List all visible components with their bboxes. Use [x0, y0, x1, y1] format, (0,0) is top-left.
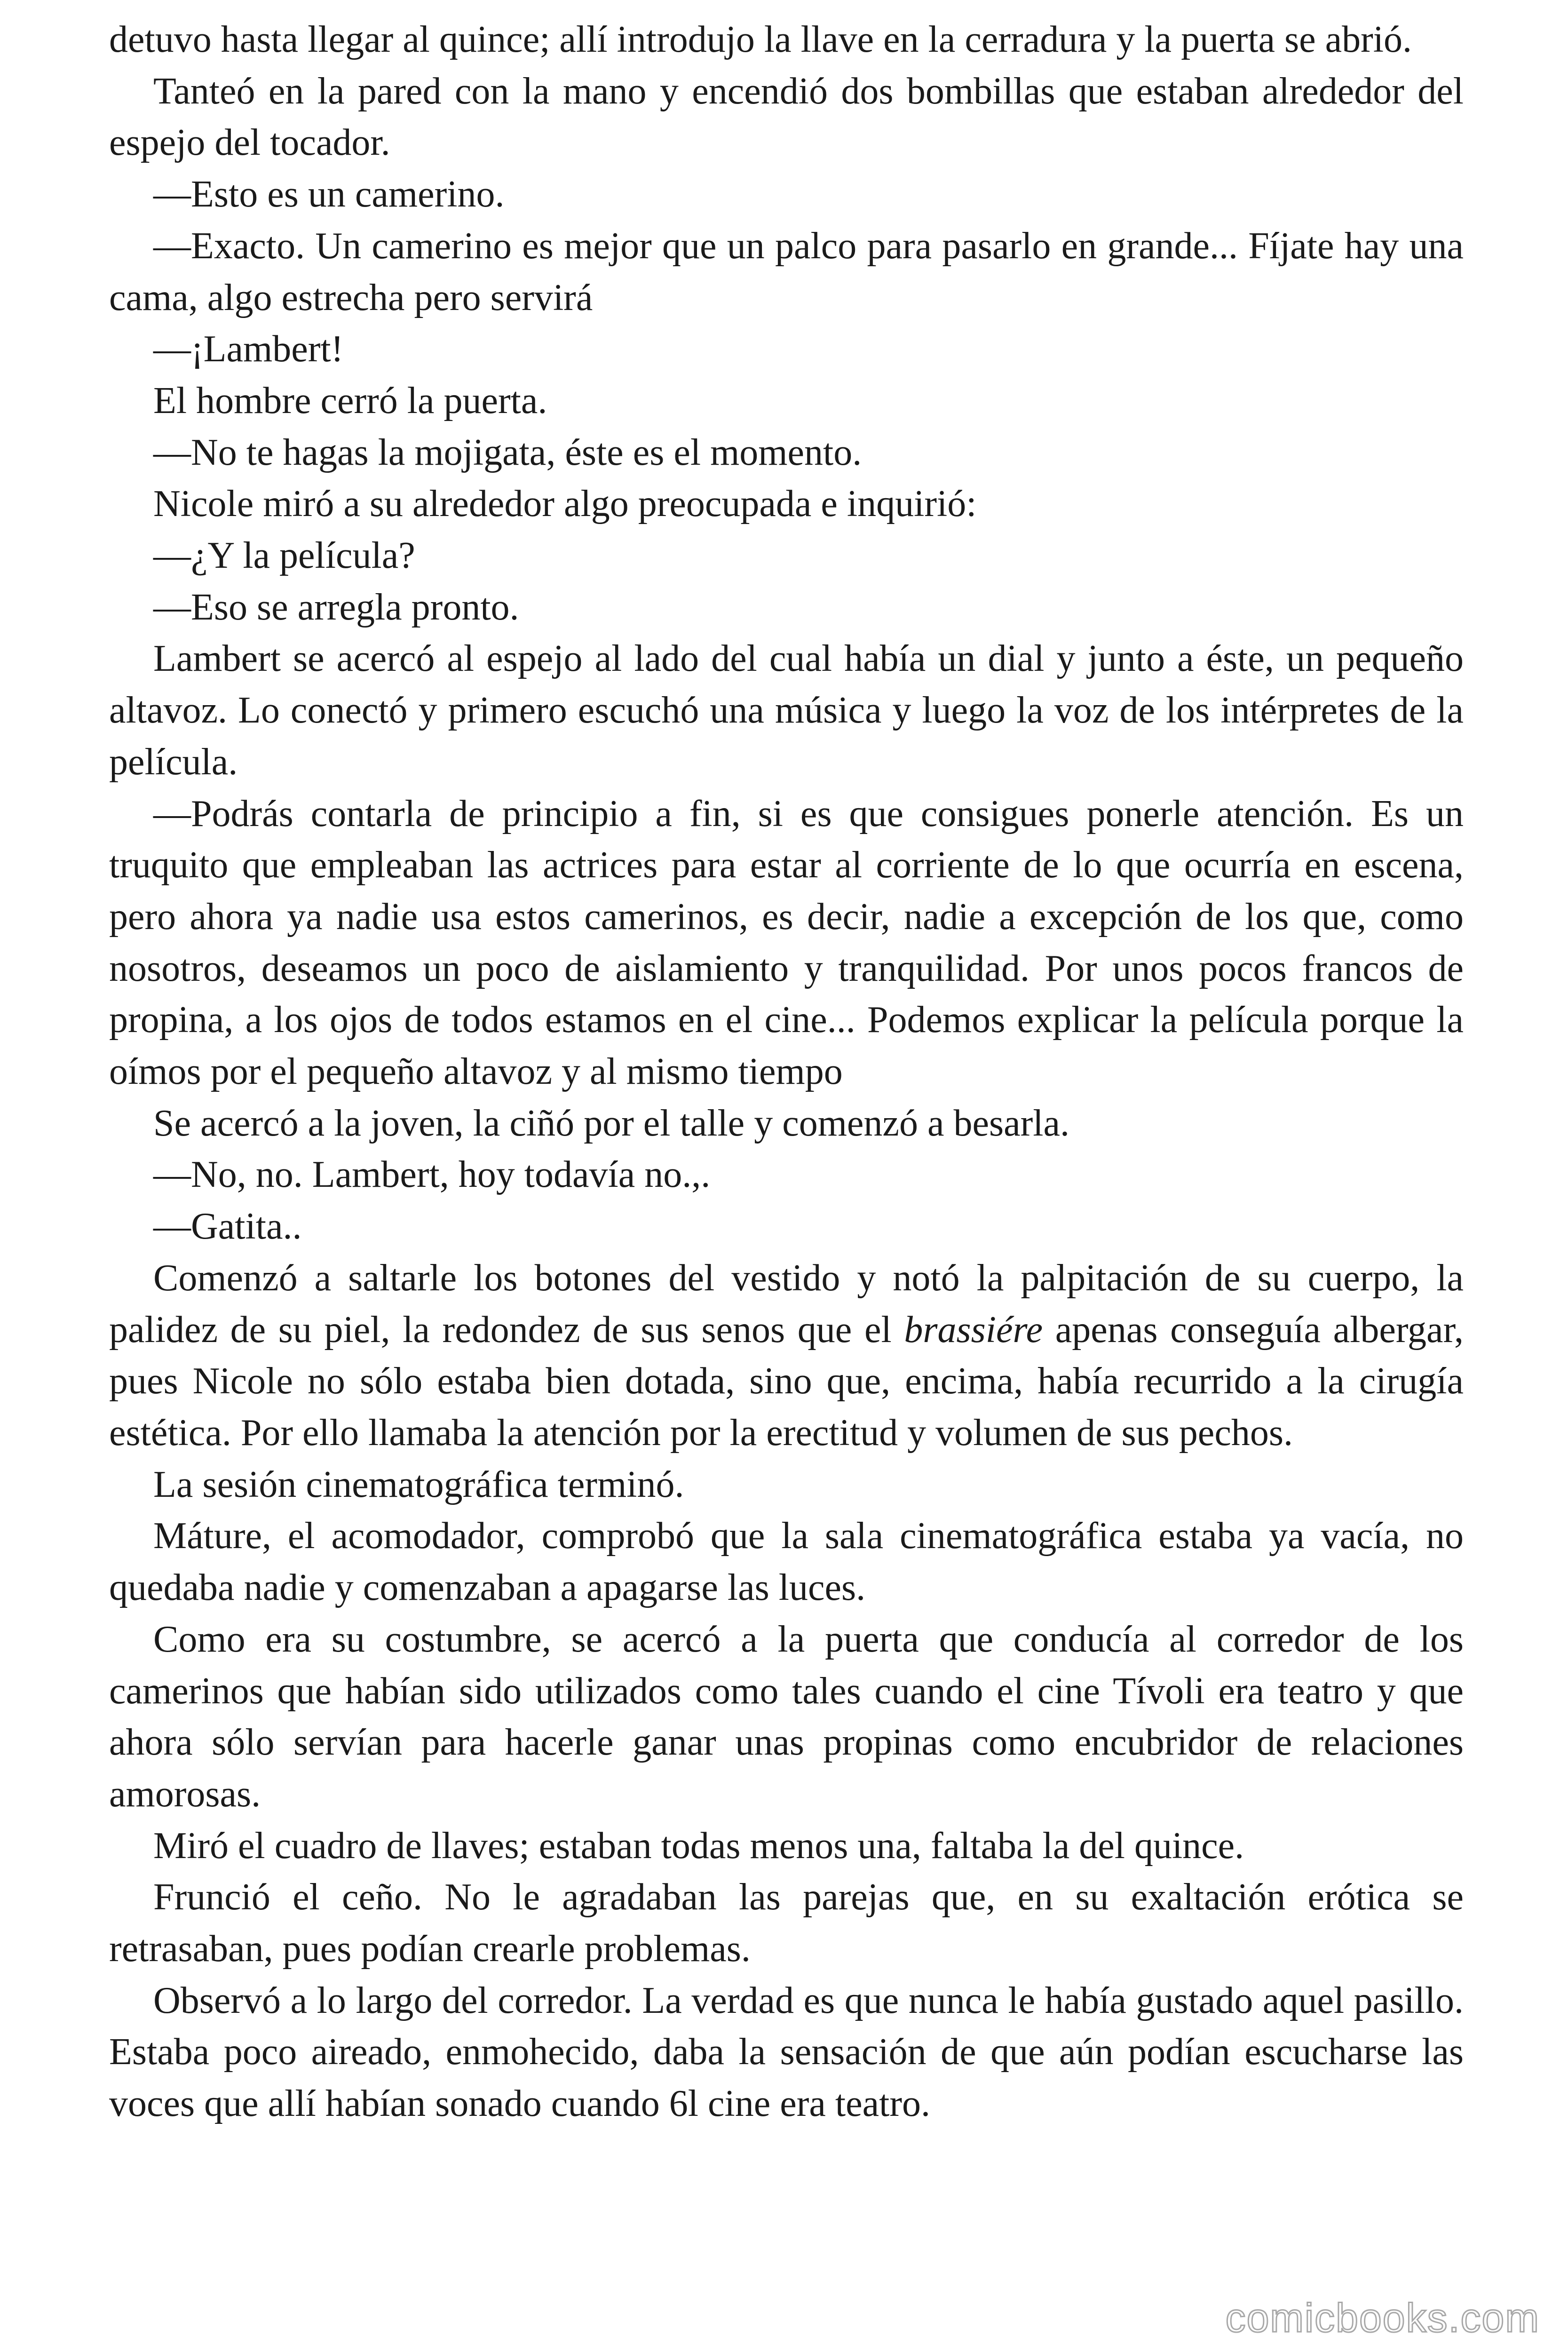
body-text [109, 14, 1464, 2130]
paragraph-text: Frunció el ceño. No le agradaban las parejas que, en su exaltación erótica se retrasaban, pues podían crearle problemas. [109, 1876, 1464, 1970]
paragraph [109, 375, 1464, 427]
paragraph [109, 478, 1464, 530]
paragraph [109, 1820, 1464, 1872]
paragraph [109, 1614, 1464, 1820]
paragraph-text: Como era su costumbre, se acercó a la puerta que conducía al corredor de los camerinos que habían sido utilizados como tales cuando el cine Tívoli era teatro y que ahora sólo servían para hacerle ganar unas propinas como encubridor de relaciones amorosas. [109, 1618, 1464, 1815]
paragraph-text: Tanteó en la pared con la mano y encendió dos bombillas que estaban alrededor del espejo del tocador. [109, 70, 1464, 164]
paragraph [109, 788, 1464, 1098]
paragraph-text: —Exacto. Un camerino es mejor que un palco para pasarlo en grande... Fíjate hay una cama, algo estrecha pero servirá [109, 225, 1464, 318]
paragraph [109, 1149, 1464, 1201]
paragraph-text: La sesión cinematográfica terminó. [153, 1463, 684, 1505]
paragraph-text: Máture, el acomodador, comprobó que la sala cinematográfica estaba ya vacía, no quedaba nadie y comenzaban a apagarse las luces. [109, 1515, 1464, 1609]
paragraph-text: Nicole miró a su alrededor algo preocupada e inquirió: [153, 483, 977, 525]
paragraph-text: —¡Lambert! [153, 328, 344, 370]
paragraph-text: —No te hagas la mojigata, éste es el momento. [153, 431, 862, 473]
paragraph [109, 530, 1464, 582]
paragraph-text: —¿Y la película? [153, 535, 415, 577]
paragraph-text: —No, no. Lambert, hoy todavía no.,. [153, 1154, 711, 1196]
paragraph [109, 1459, 1464, 1511]
paragraph [109, 66, 1464, 169]
paragraph-text: Se acercó a la joven, la ciñó por el talle y comenzó a besarla. [153, 1102, 1069, 1144]
paragraph [109, 1201, 1464, 1253]
paragraph-text: —Podrás contarla de principio a fin, si es que consigues ponerle atención. Es un truquito que empleaban las actrices para estar al corriente de lo que ocurría en escena, pero ahora ya nadie usa estos camerinos, es decir, nadie a excepción de los que, como nosotros, deseamos un poco de aislamiento y tranquilidad. Por unos pocos francos de propina, a los ojos de todos estamos en el cine... Podemos explicar la película porque la oímos por el pequeño altavoz y al mismo tiempo [109, 793, 1464, 1093]
paragraph [109, 427, 1464, 479]
paragraph-text: Observó a lo largo del corredor. La verdad es que nunca le había gustado aquel pasillo. Estaba poco aireado, enmohecido, daba la sensación de que aún podían escucharse las voces que allí habían sonado cuando 6l cine era teatro. [109, 1979, 1464, 2125]
paragraph-text: —Eso se arregla pronto. [153, 586, 519, 628]
paragraph-text: —Esto es un camerino. [153, 174, 505, 215]
paragraph [109, 1253, 1464, 1459]
paragraph [109, 14, 1464, 66]
paragraph-text: Lambert se acercó al espejo al lado del cual había un dial y junto a éste, un pequeño altavoz. Lo conectó y primero escuchó una música y luego la voz de los intérpretes de la película. [109, 638, 1464, 783]
paragraph [109, 633, 1464, 788]
paragraph [109, 1975, 1464, 2130]
paragraph [109, 1872, 1464, 1975]
paragraph [109, 1510, 1464, 1613]
italic-text: brassiére [904, 1309, 1043, 1351]
paragraph [109, 169, 1464, 221]
paragraph [109, 221, 1464, 324]
paragraph-text: El hombre cerró la puerta. [153, 380, 547, 421]
paragraph-text: Miró el cuadro de llaves; estaban todas menos una, faltaba la del quince. [153, 1825, 1244, 1867]
paragraph-text: detuvo hasta llegar al quince; allí introdujo la llave en la cerradura y la puerta se abrió. [109, 19, 1412, 60]
paragraph-text: —Gatita.. [153, 1206, 302, 1248]
paragraph-text: Comenzó a saltarle los botones del vestido y notó la palpitación de su cuerpo, la palidez de su piel, la redondez de sus senos que el [109, 1257, 1464, 1351]
watermark: comicbooks.com [1225, 2296, 1540, 2341]
paragraph [109, 324, 1464, 375]
paragraph [109, 582, 1464, 634]
paragraph [109, 1098, 1464, 1150]
paragraph-text: apenas conseguía albergar, pues Nicole no sólo estaba bien dotada, sino que, encima, había recurrido a la cirugía estética. Por ello llamaba la atención por la erectitud y volumen de sus pechos. [109, 1309, 1464, 1454]
